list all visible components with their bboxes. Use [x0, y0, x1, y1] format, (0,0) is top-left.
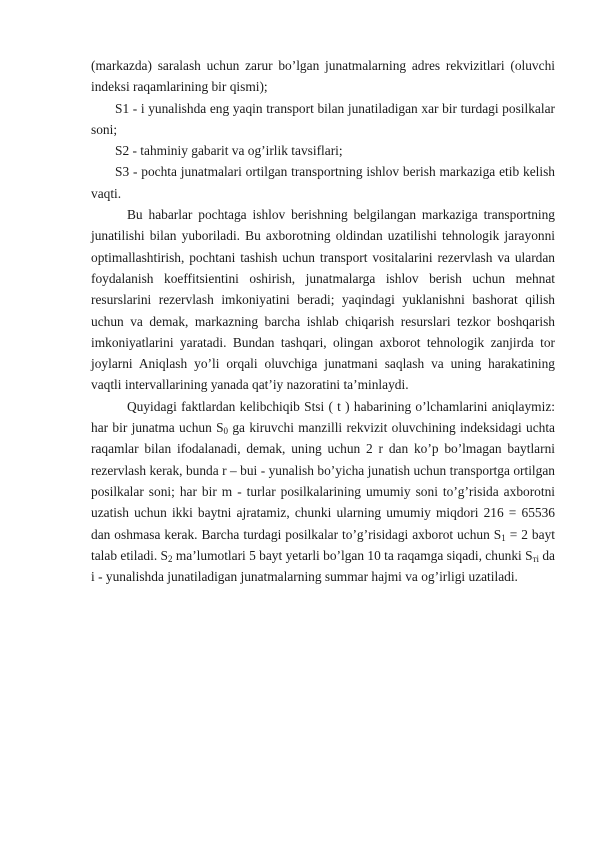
- paragraph-s3-definition: S3 - pochta junatmalari ortilgan transportning ishlov berish markaziga etib kelish vaqti.: [91, 164, 555, 201]
- paragraph-message-size: [91, 396, 555, 588]
- paragraph-address-requisites: (markazda) saralash uchun zarur bo’lgan junatmalarning adres rekvizitlari (oluvchi indeksi raqamlarining bir qismi);: [91, 58, 555, 95]
- subscript: 1: [501, 532, 506, 543]
- paragraph-message-purpose: Bu habarlar pochtaga ishlov berishning belgilangan markaziga transportning junatilishi bilan yuboriladi. Bu axborotning oldindan uzatilishi tehnologik jarayonni optimallashtirish, pochtani tashish uchun transport vositalarini rezervlash va ulardan foydalanish koeffitsientini oshirish, junatmalarga ishlov berish uchun mehnat resurslarini rezervlash imkoniyatini beradi; yaqindagi yuklanishni bashorat qilish uchun va demak, markazning barcha ishlab chiqarish resurslari tezkor boshqarish imkoniyatlarini yaratadi. Bundan tashqari, olingan axborot tehnologik zanjirda tor joylarni Aniqlash yo’li orqali oluvchiga junatmani saqlash va uning harakatining vaqtli intervallarining yanada qat’iy nazoratini ta’minlaydi.: [91, 207, 555, 393]
- text-run: = 2 bayt talab etiladi. S: [91, 526, 555, 563]
- text-run: ma’lumotlari 5 bayt yetarli bo’lgan 10 ta raqamga siqadi, chunki S: [172, 547, 533, 563]
- paragraph-s1-definition: S1 - i yunalishda eng yaqin transport bilan junatiladigan xar bir turdagi posilkalar soni;: [91, 100, 555, 137]
- subscript: 0: [223, 426, 229, 437]
- text-body: [91, 55, 555, 587]
- subscript: ті: [532, 553, 539, 564]
- text-run: ga kiruvchi manzilli rekvizit oluvchining indeksidagi uchta raqamlar bilan ifodalanadi, demak, uning uchun 2 r dan ko’p bo’lmagan baytlarni rezervlash kerak, bunda r – bui - yunalish bo’yicha junatish uchun transportga ortilgan posilkalar soni; har bir m - turlar posilkalarining umumiy soni to’g’risida axborotni uzatish uchun ikki baytni ajratamiz, chunki ularning umumiy miqdori 216 = 65536 dan oshmasa kerak. Barcha turdagi posilkalar to’g’risidagi axborot uchun S: [91, 420, 555, 542]
- paragraph-s2-definition: S2 - tahminiy gabarit va og’irlik tavsiflari;: [115, 143, 343, 159]
- text-run: da i - yunalishda junatiladigan junatmalarning summar hajmi va og’irligi uzatiladi.: [91, 547, 555, 585]
- text-run: Quyidagi faktlardan kelibchiqib Stsi ( t ) habarining o’lchamlarini aniqlaymiz: har bir junatma uchun S: [91, 398, 555, 436]
- subscript: 2: [168, 553, 173, 564]
